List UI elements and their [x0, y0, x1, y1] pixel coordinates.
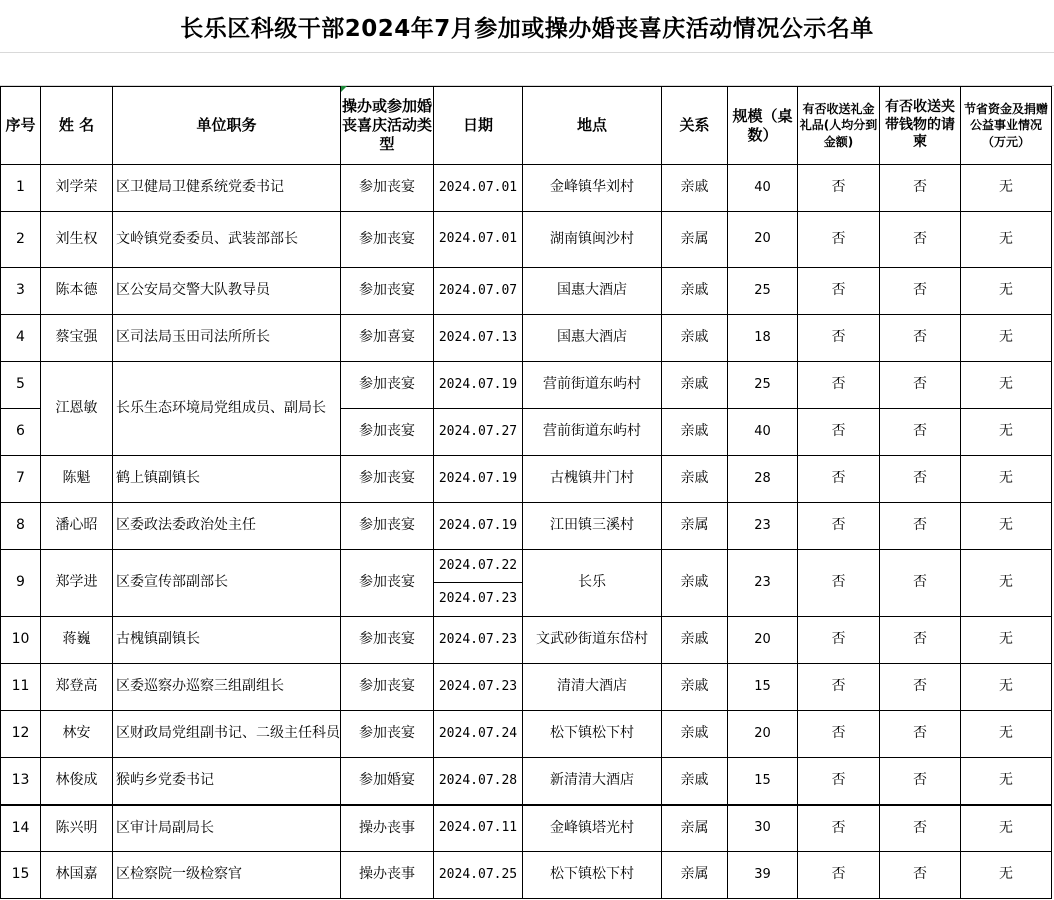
cell-date: 2024.07.01 [434, 212, 523, 268]
cell-gift: 否 [798, 852, 880, 899]
cell-relation: 亲戚 [662, 315, 728, 362]
page-title: 长乐区科级干部2024年7月参加或操办婚丧喜庆活动情况公示名单 [0, 0, 1054, 53]
cell-name: 潘心昭 [41, 503, 113, 550]
cell-gift: 否 [798, 711, 880, 758]
cell-relation: 亲戚 [662, 268, 728, 315]
cell-type: 参加丧宴 [341, 456, 434, 503]
cell-gift: 否 [798, 212, 880, 268]
cell-donation: 无 [961, 409, 1052, 456]
cell-date: 2024.07.23 [434, 617, 523, 664]
table-row [1, 212, 1052, 268]
table-row [1, 711, 1052, 758]
cell-name: 陈本德 [41, 268, 113, 315]
cell-place: 松下镇松下村 [523, 711, 662, 758]
cell-request: 否 [880, 805, 961, 852]
cell-scale: 15 [728, 664, 798, 711]
cell-seq: 5 [1, 362, 41, 409]
cell-type: 参加丧宴 [341, 550, 434, 617]
cell-donation: 无 [961, 268, 1052, 315]
cell-donation: 无 [961, 664, 1052, 711]
cell-place: 长乐 [523, 550, 662, 617]
cell-gift: 否 [798, 315, 880, 362]
table-row [1, 503, 1052, 550]
cell-relation: 亲属 [662, 852, 728, 899]
header-scale: 规模（桌数） [728, 87, 798, 165]
cell-gift: 否 [798, 805, 880, 852]
cell-scale: 20 [728, 617, 798, 664]
cell-request: 否 [880, 362, 961, 409]
cell-date: 2024.07.28 [434, 758, 523, 805]
cell-scale: 40 [728, 409, 798, 456]
cell-gift: 否 [798, 664, 880, 711]
cell-scale: 39 [728, 852, 798, 899]
cell-date: 2024.07.27 [434, 409, 523, 456]
header-request: 有否收送夹带钱物的请柬 [880, 87, 961, 165]
cell-position: 文岭镇党委委员、武装部部长 [113, 212, 341, 268]
cell-donation: 无 [961, 617, 1052, 664]
cell-place: 文武砂街道东岱村 [523, 617, 662, 664]
cell-seq: 4 [1, 315, 41, 362]
cell-scale: 40 [728, 165, 798, 212]
cell-position: 长乐生态环境局党组成员、副局长 [113, 362, 341, 456]
cell-relation: 亲戚 [662, 711, 728, 758]
table-row [1, 550, 1052, 583]
cell-date: 2024.07.01 [434, 165, 523, 212]
cell-relation: 亲戚 [662, 550, 728, 617]
cell-donation: 无 [961, 503, 1052, 550]
cell-gift: 否 [798, 550, 880, 617]
cell-scale: 25 [728, 362, 798, 409]
table-row [1, 268, 1052, 315]
cell-name: 林俊成 [41, 758, 113, 805]
cell-position: 区司法局玉田司法所所长 [113, 315, 341, 362]
cell-request: 否 [880, 315, 961, 362]
cell-place: 清清大酒店 [523, 664, 662, 711]
cell-request: 否 [880, 503, 961, 550]
cell-date: 2024.07.23 [434, 664, 523, 711]
cell-relation: 亲戚 [662, 664, 728, 711]
table-row [1, 315, 1052, 362]
cell-gift: 否 [798, 362, 880, 409]
cell-donation: 无 [961, 165, 1052, 212]
header-type: 操办或参加婚丧喜庆活动类型 [341, 87, 434, 165]
header-gift: 有否收送礼金礼品(人均分到金额) [798, 87, 880, 165]
cell-scale: 20 [728, 711, 798, 758]
cell-seq: 8 [1, 503, 41, 550]
cell-position: 区委宣传部副部长 [113, 550, 341, 617]
table-row [1, 852, 1052, 899]
cell-request: 否 [880, 409, 961, 456]
cell-relation: 亲戚 [662, 165, 728, 212]
cell-type: 参加丧宴 [341, 165, 434, 212]
cell-donation: 无 [961, 852, 1052, 899]
cell-date: 2024.07.23 [434, 583, 523, 617]
cell-name: 林安 [41, 711, 113, 758]
cell-type: 参加婚宴 [341, 758, 434, 805]
cell-place: 金峰镇华刘村 [523, 165, 662, 212]
cell-donation: 无 [961, 805, 1052, 852]
cell-gift: 否 [798, 758, 880, 805]
cell-date: 2024.07.25 [434, 852, 523, 899]
cell-position: 区卫健局卫健系统党委书记 [113, 165, 341, 212]
cell-name: 江恩敏 [41, 362, 113, 456]
cell-type: 参加丧宴 [341, 503, 434, 550]
disclosure-table [0, 86, 1052, 899]
cell-donation: 无 [961, 362, 1052, 409]
cell-type: 参加丧宴 [341, 409, 434, 456]
cell-seq: 1 [1, 165, 41, 212]
header-date: 日期 [434, 87, 523, 165]
cell-name: 郑学进 [41, 550, 113, 617]
cell-position: 区公安局交警大队教导员 [113, 268, 341, 315]
cell-type: 参加丧宴 [341, 664, 434, 711]
cell-name: 蔡宝强 [41, 315, 113, 362]
cell-scale: 15 [728, 758, 798, 805]
cell-gift: 否 [798, 503, 880, 550]
table-row [1, 805, 1052, 852]
cell-place: 国惠大酒店 [523, 315, 662, 362]
cell-donation: 无 [961, 315, 1052, 362]
cell-scale: 18 [728, 315, 798, 362]
cell-name: 林国嘉 [41, 852, 113, 899]
cell-seq: 7 [1, 456, 41, 503]
table-row [1, 617, 1052, 664]
cell-donation: 无 [961, 758, 1052, 805]
cell-relation: 亲属 [662, 805, 728, 852]
table-row [1, 165, 1052, 212]
cell-scale: 20 [728, 212, 798, 268]
cell-type: 参加丧宴 [341, 617, 434, 664]
cell-gift: 否 [798, 268, 880, 315]
cell-place: 金峰镇塔光村 [523, 805, 662, 852]
cell-seq: 3 [1, 268, 41, 315]
cell-relation: 亲戚 [662, 758, 728, 805]
table-row [1, 664, 1052, 711]
cell-relation: 亲戚 [662, 362, 728, 409]
cell-position: 区审计局副局长 [113, 805, 341, 852]
cell-donation: 无 [961, 456, 1052, 503]
cell-name: 刘生权 [41, 212, 113, 268]
cell-seq: 11 [1, 664, 41, 711]
header-seq: 序号 [1, 87, 41, 165]
cell-date: 2024.07.07 [434, 268, 523, 315]
cell-request: 否 [880, 456, 961, 503]
cell-request: 否 [880, 268, 961, 315]
cell-seq: 12 [1, 711, 41, 758]
cell-seq: 15 [1, 852, 41, 899]
cell-position: 区财政局党组副书记、二级主任科员 [113, 711, 341, 758]
cell-seq: 10 [1, 617, 41, 664]
header-place: 地点 [523, 87, 662, 165]
cell-request: 否 [880, 617, 961, 664]
cell-seq: 14 [1, 805, 41, 852]
cell-position: 古槐镇副镇长 [113, 617, 341, 664]
cell-donation: 无 [961, 711, 1052, 758]
cell-relation: 亲戚 [662, 617, 728, 664]
cell-name: 刘学荣 [41, 165, 113, 212]
cell-date: 2024.07.24 [434, 711, 523, 758]
cell-type: 操办丧事 [341, 805, 434, 852]
cell-donation: 无 [961, 212, 1052, 268]
cell-type: 参加丧宴 [341, 212, 434, 268]
table-row [1, 456, 1052, 503]
cell-seq: 9 [1, 550, 41, 617]
cell-seq: 2 [1, 212, 41, 268]
cell-position: 区检察院一级检察官 [113, 852, 341, 899]
cell-scale: 28 [728, 456, 798, 503]
cell-place: 新清清大酒店 [523, 758, 662, 805]
cell-type: 参加丧宴 [341, 268, 434, 315]
blank-row [0, 53, 1054, 86]
header-position: 单位职务 [113, 87, 341, 165]
cell-place: 湖南镇闽沙村 [523, 212, 662, 268]
cell-relation: 亲戚 [662, 456, 728, 503]
table-row [1, 758, 1052, 805]
cell-gift: 否 [798, 456, 880, 503]
cell-seq: 13 [1, 758, 41, 805]
cell-gift: 否 [798, 165, 880, 212]
cell-place: 营前街道东屿村 [523, 409, 662, 456]
cell-date: 2024.07.19 [434, 503, 523, 550]
cell-request: 否 [880, 758, 961, 805]
cell-date: 2024.07.22 [434, 550, 523, 583]
cell-date: 2024.07.11 [434, 805, 523, 852]
header-donation: 节省资金及捐赠公益事业情况（万元） [961, 87, 1052, 165]
cell-name: 郑登高 [41, 664, 113, 711]
cell-type: 参加丧宴 [341, 362, 434, 409]
cell-donation: 无 [961, 550, 1052, 617]
cell-request: 否 [880, 664, 961, 711]
cell-place: 国惠大酒店 [523, 268, 662, 315]
cell-gift: 否 [798, 617, 880, 664]
cell-position: 鹤上镇副镇长 [113, 456, 341, 503]
cell-relation: 亲戚 [662, 409, 728, 456]
cell-position: 区委政法委政治处主任 [113, 503, 341, 550]
cell-scale: 30 [728, 805, 798, 852]
cell-relation: 亲属 [662, 503, 728, 550]
cell-seq: 6 [1, 409, 41, 456]
cell-position: 区委巡察办巡察三组副组长 [113, 664, 341, 711]
cell-name: 陈兴明 [41, 805, 113, 852]
cell-type: 参加喜宴 [341, 315, 434, 362]
cell-date: 2024.07.13 [434, 315, 523, 362]
cell-type: 参加丧宴 [341, 711, 434, 758]
cell-date: 2024.07.19 [434, 456, 523, 503]
table-row [1, 362, 1052, 409]
cell-scale: 23 [728, 503, 798, 550]
cell-scale: 25 [728, 268, 798, 315]
cell-request: 否 [880, 852, 961, 899]
cell-place: 营前街道东屿村 [523, 362, 662, 409]
cell-place: 古槐镇井门村 [523, 456, 662, 503]
cell-name: 陈魁 [41, 456, 113, 503]
cell-type: 操办丧事 [341, 852, 434, 899]
cell-relation: 亲属 [662, 212, 728, 268]
header-name: 姓 名 [41, 87, 113, 165]
cell-request: 否 [880, 711, 961, 758]
cell-request: 否 [880, 165, 961, 212]
cell-scale: 23 [728, 550, 798, 617]
comment-marker-icon [341, 86, 347, 92]
cell-gift: 否 [798, 409, 880, 456]
cell-request: 否 [880, 212, 961, 268]
cell-position: 猴屿乡党委书记 [113, 758, 341, 805]
header-row [1, 87, 1052, 165]
cell-request: 否 [880, 550, 961, 617]
cell-name: 蒋巍 [41, 617, 113, 664]
header-relation: 关系 [662, 87, 728, 165]
cell-place: 江田镇三溪村 [523, 503, 662, 550]
cell-place: 松下镇松下村 [523, 852, 662, 899]
cell-date: 2024.07.19 [434, 362, 523, 409]
